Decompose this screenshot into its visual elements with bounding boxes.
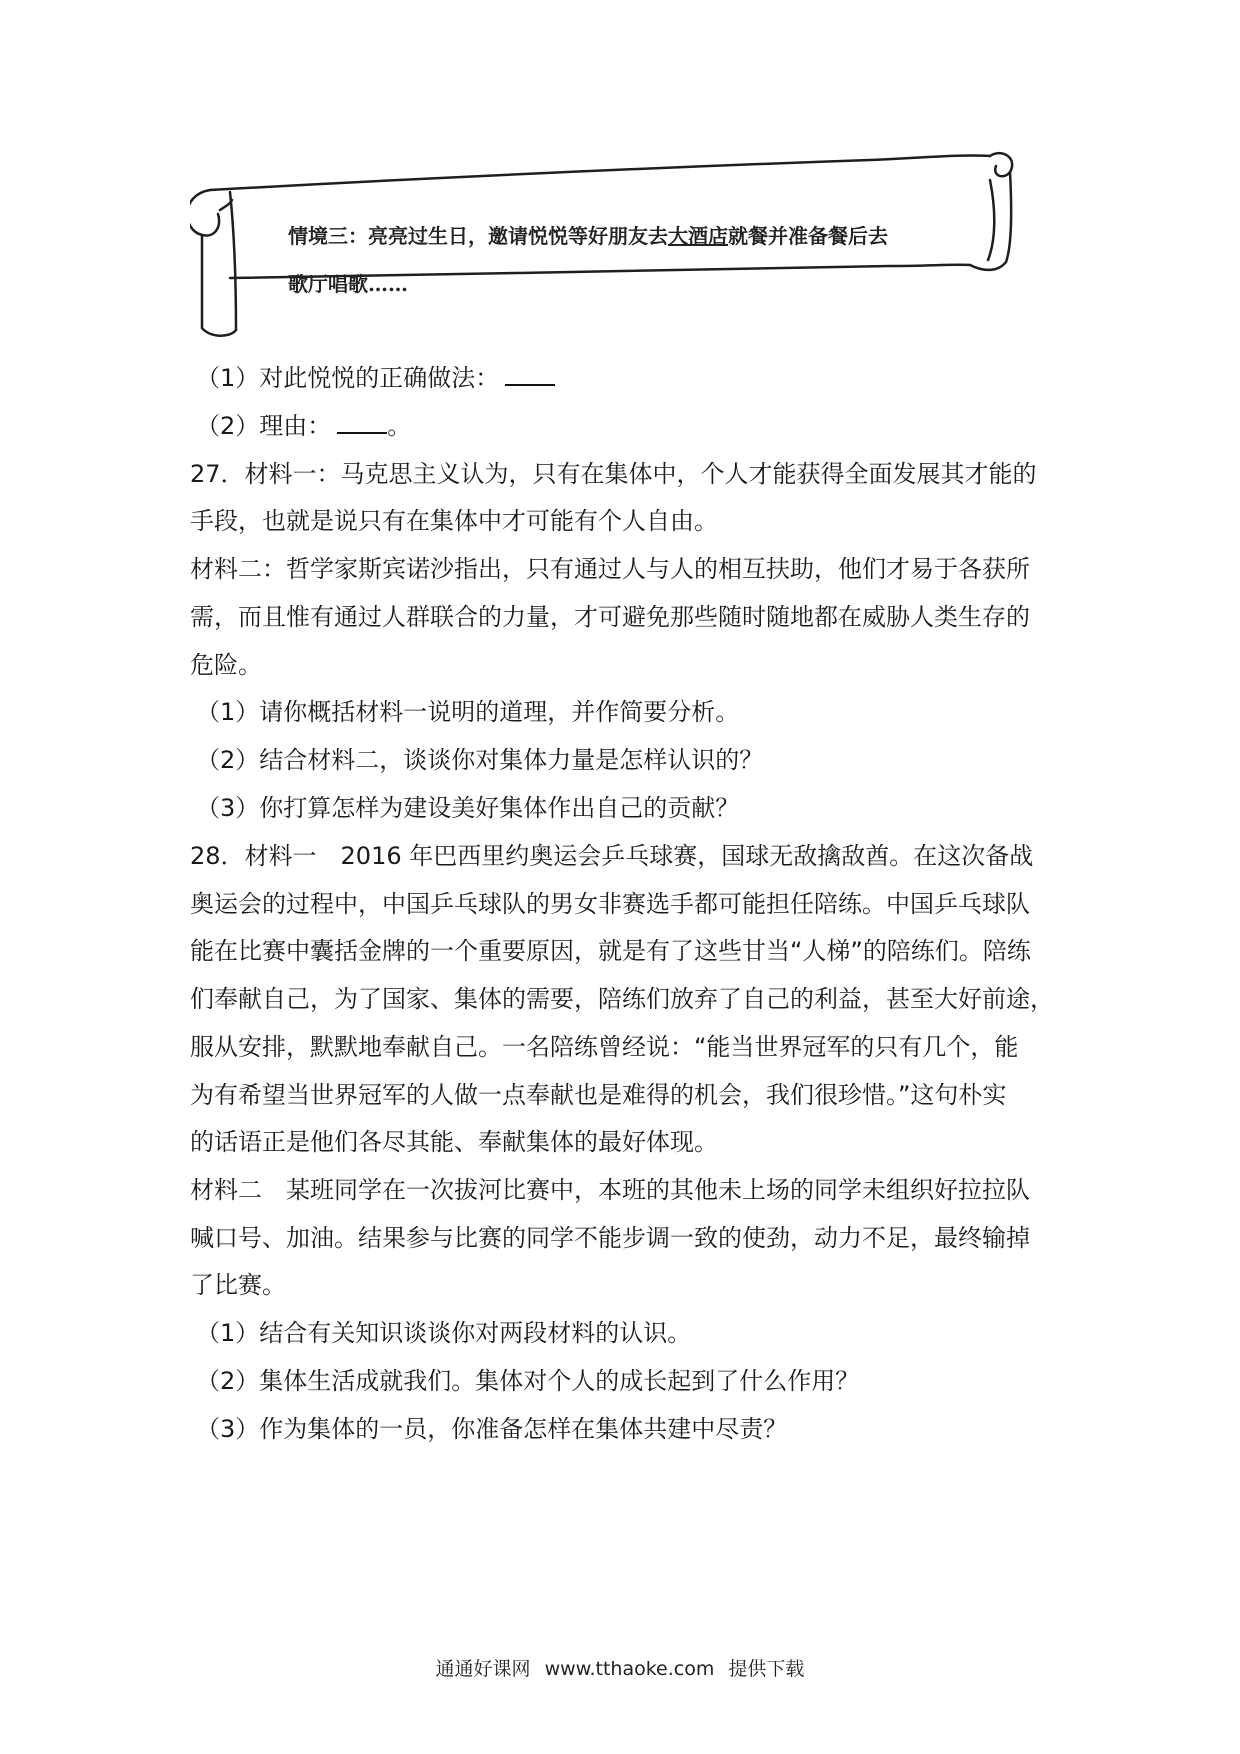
q27-line: 需，而且惟有通过人群联合的力量，才可避免那些随时随地都在威胁人类生存的: [190, 603, 1030, 631]
q28-line: 为有希望当世界冠军的人做一点奉献也是难得的机会，我们很珍惜。”这句朴实: [190, 1081, 1007, 1109]
q28-line: 能在比赛中囊括金牌的一个重要原因，就是有了这些甘当“人梯”的陪练们。陪练: [190, 937, 1031, 965]
q28-line: 奥运会的过程中，中国乒乓球队的男女非赛选手都可能担任陪练。中国乒乓球队: [190, 890, 1030, 918]
q26-sub1: （1）对此悦悦的正确做法：: [196, 358, 555, 393]
q27-sub: （1）请你概括材料一说明的道理，并作简要分析。: [196, 698, 740, 726]
q28-line: 服从安排，默默地奉献自己。一名陪练曾经说：“能当世界冠军的只有几个，能: [190, 1033, 1019, 1061]
q27-sub: （2）结合材料二，谈谈你对集体力量是怎样认识的？: [196, 746, 764, 774]
q27-line: 27．材料一：马克思主义认为，只有在集体中，个人才能获得全面发展其才能的: [190, 460, 1037, 488]
q27-line: 手段，也就是说只有在集体中才可能有个人自由。: [190, 507, 718, 535]
answer-blank: [505, 364, 555, 386]
q28-line: 28．材料一 2016 年巴西里约奥运会乒乓球赛，国球无敌擒敌酋。在这次备战: [190, 842, 1034, 870]
q28-line: 们奉献自己，为了国家、集体的需要，陪练们放弃了自己的利益，甚至大好前途，: [190, 985, 1054, 1013]
q27-sub: （3）你打算怎样为建设美好集体作出自己的贡献？: [196, 794, 740, 822]
answer-blank: [337, 412, 387, 434]
q26-sub2: （2）理由： 。: [196, 412, 412, 440]
q27-line: 材料二：哲学家斯宾诺沙指出，只有通过人与人的相互扶助，他们才易于各获所: [190, 555, 1030, 583]
scenario-line-2: 歌厅唱歌……: [288, 272, 408, 296]
footer-url[interactable]: www.tthaoke.com: [544, 1658, 715, 1680]
q28-line: 喊口号、加油。结果参与比赛的同学不能步调一致的使劲，动力不足，最终输掉: [190, 1224, 1030, 1252]
page-footer: [0, 1654, 1240, 1681]
q28-line: 的话语正是他们各尽其能、奉献集体的最好体现。: [190, 1128, 718, 1156]
footer-site-name: 通通好课网: [435, 1658, 531, 1680]
scenario-line-1: 情境三：亮亮过生日，邀请悦悦等好朋友去大酒店就餐并准备餐后去: [288, 224, 888, 248]
q28-sub: （3）作为集体的一员，你准备怎样在集体共建中尽责？: [196, 1415, 788, 1443]
q28-sub: （2）集体生活成就我们。集体对个人的成长起到了什么作用？: [196, 1367, 860, 1395]
q28-line: 材料二 某班同学在一次拔河比赛中，本班的其他未上场的同学未组织好拉拉队: [190, 1176, 1030, 1204]
underlined-hotel: 大酒店: [668, 224, 728, 248]
q28-sub: （1）结合有关知识谈谈你对两段材料的认识。: [196, 1319, 692, 1347]
q28-line: 了比赛。: [190, 1271, 286, 1299]
scenario-text: [288, 212, 978, 308]
q27-line: 危险。: [190, 651, 262, 679]
footer-suffix: 提供下载: [728, 1658, 805, 1680]
